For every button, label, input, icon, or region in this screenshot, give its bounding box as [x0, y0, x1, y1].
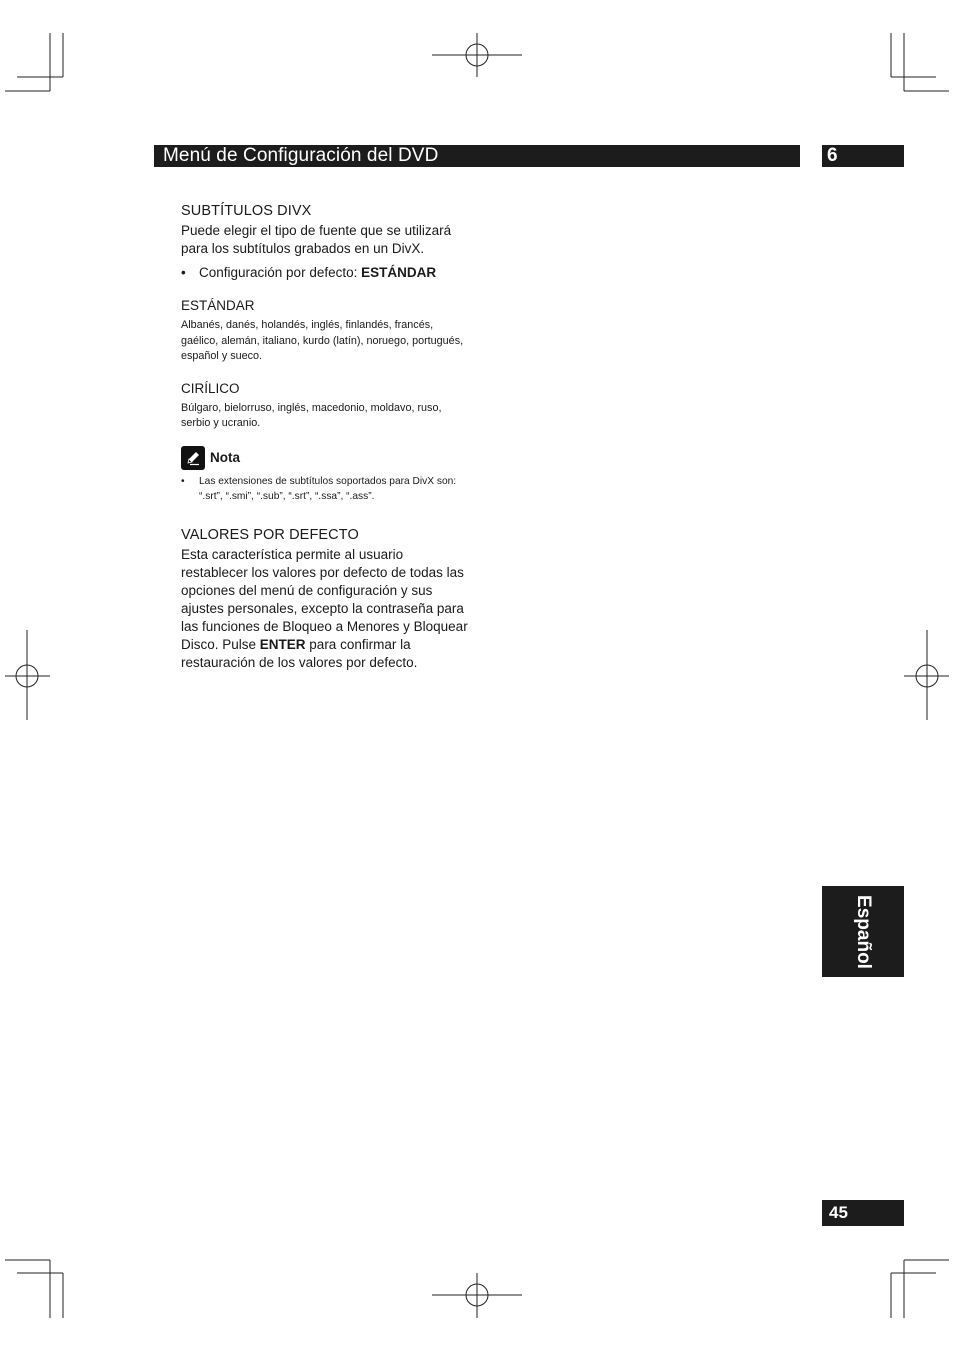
chapter-number: 6	[827, 145, 838, 166]
default-values-text-before: Esta característica permite al usuario restablecer los valores por defecto de todas las opciones del menú de configuración y sus ajustes personales, excepto la contraseña para las funciones de Bloqueo a Menores y Bloquear Disco. Pulse	[181, 546, 468, 652]
chapter-title-bar	[154, 145, 800, 167]
default-values-description	[181, 546, 473, 672]
language-tab	[822, 886, 904, 977]
enter-key-label: ENTER	[259, 636, 306, 652]
estandar-heading: ESTÁNDAR	[181, 298, 255, 313]
default-setting-bullet	[181, 264, 473, 282]
note-item-text: Las extensiones de subtítulos soportados para DivX son: “.srt”, “.smi”, “.sub”, “.srt”, “.ssa”, “.ass”.	[199, 475, 457, 503]
default-setting-value: ESTÁNDAR	[361, 265, 437, 280]
pencil-icon	[181, 446, 205, 470]
estandar-languages: Albanés, danés, holandés, inglés, finlandés, francés, gaélico, alemán, italiano, kurdo (latín), noruego, portugués, español y sueco.	[181, 319, 464, 363]
note-item	[181, 474, 473, 505]
note-header	[181, 446, 473, 470]
divx-subtitles-heading: SUBTÍTULOS DIVX	[181, 203, 312, 219]
chapter-title: Menú de Configuración del DVD	[163, 145, 439, 166]
page-number: 45	[829, 1203, 848, 1222]
main-content	[181, 203, 473, 672]
divx-subtitles-description: Puede elegir el tipo de fuente que se utilizará para los subtítulos grabados en un DivX.	[181, 223, 452, 256]
language-tab-label: Español	[853, 894, 874, 969]
bullet-marker: •	[181, 475, 185, 487]
bullet-marker: •	[181, 265, 186, 280]
cirilico-heading: CIRÍLICO	[181, 380, 240, 396]
default-values-heading: VALORES POR DEFECTO	[181, 526, 359, 543]
note-label: Nota	[210, 450, 240, 466]
cirilico-languages: Búlgaro, bielorruso, inglés, macedonio, moldavo, ruso, serbio y ucranio.	[181, 401, 442, 430]
page-number-box	[822, 1200, 904, 1226]
default-setting-label: Configuración por defecto:	[199, 265, 362, 280]
default-values-text-after: para confirmar la restauración de los valores por defecto.	[181, 636, 418, 670]
chapter-number-box	[822, 145, 904, 167]
